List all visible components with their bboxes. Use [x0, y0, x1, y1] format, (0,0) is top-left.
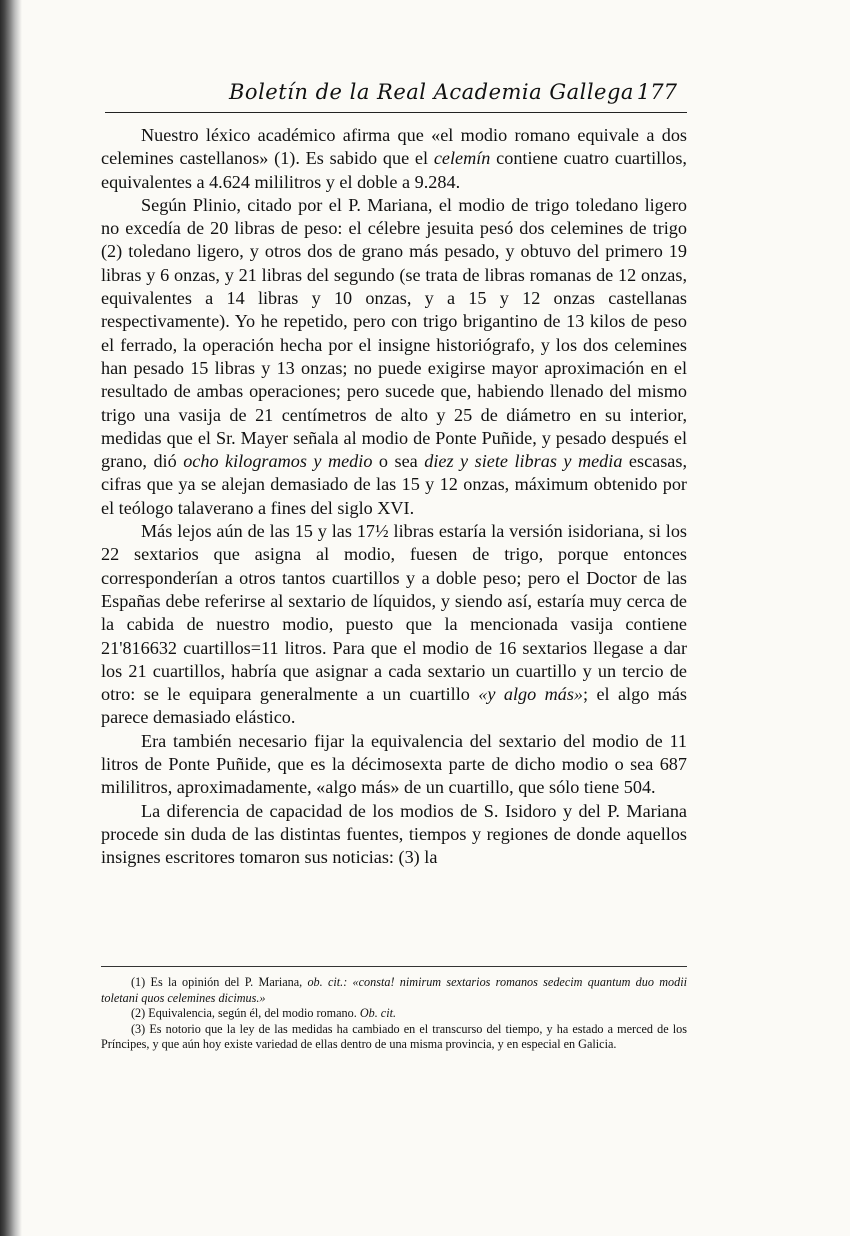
paragraph-1: Nuestro léxico académico afirma que «el modio romano equivale a dos celemines castellanos» (1). Es sabido que el celemín contiene cuatro cuartillos, equivalentes a 4.624 mililitros y el doble a 9.284.	[101, 125, 687, 192]
footnote-2: (2) Equivalencia, según él, del modio romano. Ob. cit.	[131, 1006, 397, 1020]
paragraph-5: La diferencia de capacidad de los modios de S. Isidoro y del P. Mariana procede sin duda de las distintas fuentes, tiempos y regiones de donde aquellos insignes escritores tomaron sus noticias: (3) la	[101, 800, 687, 868]
page-header	[105, 78, 687, 113]
paragraph-4: Era también necesario fijar la equivalencia del sextario del modio de 11 litros de Ponte Puñide, que es la décimosexta parte de dicho modio o sea 687 mililitros, aproximadamente, «algo más» de un cuartillo, que sólo tiene 504.	[101, 730, 687, 798]
page-number: 177	[636, 80, 677, 104]
footnote-3: (3) Es notorio que la ley de las medidas ha cambiado en el transcurso del tiempo, y ha estado a merced de los Príncipes, y que aún hoy existe variedad de ellas dentro de una misma provincia, y en especial en Galicia.	[101, 1021, 687, 1051]
body-text	[101, 124, 687, 870]
footnotes	[101, 975, 687, 1053]
paragraph-2: Según Plinio, citado por el P. Mariana, el modio de trigo toledano ligero no excedía de 20 libras de peso: el célebre jesuita pesó dos celemines de trigo (2) toledano ligero, y otros dos de grano más pesado, y obtuvo del primero 19 libras y 6 onzas, y 21 libras del segundo (se trata de libras romanas de 12 onzas, equivalentes a 14 libras y 10 onzas, y a 15 y 12 onzas castellanas respectivamente). Yo he repetido, pero con trigo brigantino de 13 kilos de peso el ferrado, la operación hecha por el insigne historiógrafo, y los dos celemines han pesado 15 libras y 13 onzas; no puede exigirse mayor aproximación en el resultado de ambas operaciones; pero sucede que, habiendo llenado del mismo trigo una vasija de 21 centímetros de alto y 25 de diámetro en su interior, medidas que el Sr. Mayer señala al modio de Ponte Puñide, y pesado después el grano, dió ocho kilogramos y medio o sea diez y siete libras y media escasas, cifras que ya se alejan demasiado de las 15 y 12 onzas, máximum obtenido por el teólogo talaverano a fines del siglo XVI.	[101, 194, 687, 518]
scanned-binding-edge	[0, 0, 22, 1236]
running-title: Boletín de la Real Academia Gallega	[229, 80, 634, 104]
footnote-1: (1) Es la opinión del P. Mariana, ob. cit.: «consta! nimirum sextarios romanos sedecim quantum duo modii toletani quos celemines dicimus.»	[101, 975, 687, 1005]
footnote-divider	[101, 966, 687, 967]
paragraph-3: Más lejos aún de las 15 y las 17½ libras estaría la versión isidoriana, si los 22 sextarios que asigna al modio, fuesen de trigo, porque entonces corresponderían a otros tantos cuartillos y a doble peso; pero el Doctor de las Españas debe referirse al sextario de líquidos, y siendo así, estaría muy cerca de la cabida de nuestro modio, puesto que la mencionada vasija contiene 21'816632 cuartillos=11 litros. Para que el modio de 16 sextarios llegase a dar los 21 cuartillos, habría que asignar a cada sextario un cuartillo y un tercio de otro: se le equipara generalmente a un cuartillo «y algo más»; el algo más parece demasiado elástico.	[101, 521, 687, 728]
